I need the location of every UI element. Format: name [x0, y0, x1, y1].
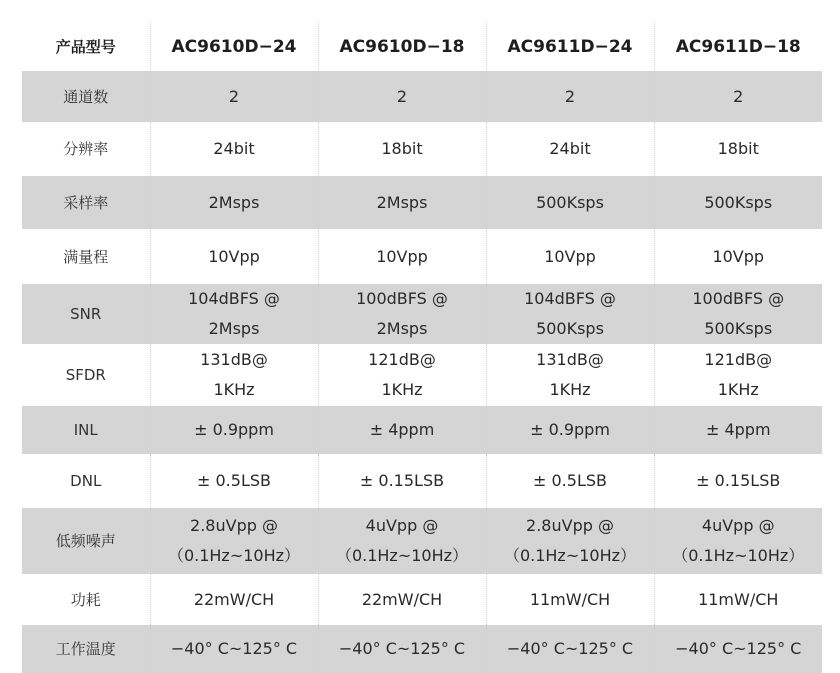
header-row: [22, 22, 822, 71]
table-cell: [486, 71, 654, 122]
table-cell: [486, 284, 654, 344]
cell-line: 2: [228, 86, 240, 106]
cell-line: 500Ksps: [704, 192, 773, 212]
table-row: [22, 625, 822, 673]
cell-line: （0.1Hz~10Hz）: [672, 546, 805, 565]
cell-line: （0.1Hz~10Hz）: [167, 546, 301, 565]
row-label: 低频噪声: [22, 508, 150, 574]
table-cell: [318, 454, 486, 508]
row-label: 采样率: [22, 176, 150, 229]
cell-line: ± 0.5LSB: [197, 471, 271, 490]
table-cell: [318, 344, 486, 406]
row-label: 通道数: [22, 71, 150, 122]
cell-line: 104dBFS @: [524, 289, 616, 308]
model-header: AC9611D−18: [654, 22, 822, 71]
table-cell: [318, 229, 486, 284]
table-cell: [654, 574, 822, 625]
cell-line: 10Vpp: [208, 246, 260, 266]
spec-table: [22, 22, 822, 673]
table-cell: [150, 229, 318, 284]
cell-line: 4uVpp @: [365, 516, 439, 535]
table-cell: [486, 625, 654, 673]
table-cell: [150, 344, 318, 406]
cell-line: 1KHz: [549, 380, 591, 399]
table-cell: [150, 406, 318, 454]
cell-line: 2Msps: [376, 319, 428, 338]
table-row: [22, 406, 822, 454]
cell-line: 24bit: [549, 139, 591, 158]
cell-line: 121dB@: [368, 350, 436, 369]
cell-line: 24bit: [213, 139, 255, 158]
header-label-cell: 产品型号: [55, 37, 116, 56]
cell-line: 18bit: [381, 139, 423, 158]
cell-line: 2: [564, 86, 576, 106]
cell-line: 131dB@: [536, 350, 604, 369]
row-label: SNR: [22, 284, 150, 344]
row-label: 满量程: [63, 247, 109, 266]
cell-line: 100dBFS @: [692, 289, 785, 308]
cell-line: 500Ksps: [536, 319, 604, 338]
table-cell: [318, 406, 486, 454]
table-cell: [318, 625, 486, 673]
cell-line: 2: [733, 86, 744, 106]
table-cell: [318, 284, 486, 344]
table-cell: [654, 176, 822, 229]
cell-line: ± 0.15LSB: [696, 471, 781, 490]
cell-line: 2.8uVpp @: [526, 516, 614, 535]
table-row: [22, 176, 822, 229]
cell-line: 18bit: [717, 139, 759, 158]
cell-line: 2.8uVpp @: [190, 516, 278, 535]
table-cell: [150, 176, 318, 229]
cell-line: 131dB@: [200, 350, 268, 369]
table-cell: [654, 71, 822, 122]
table-cell: [150, 625, 318, 673]
cell-line: 104dBFS @: [188, 289, 280, 308]
row-label: SFDR: [65, 366, 106, 384]
table-row: [22, 454, 822, 508]
cell-line: ± 4ppm: [369, 420, 435, 439]
table-row: [22, 122, 822, 176]
cell-line: 4uVpp @: [701, 516, 775, 535]
model-header: AC9611D−24: [486, 22, 654, 71]
cell-line: 11mW/CH: [529, 589, 611, 609]
table-cell: [486, 406, 654, 454]
cell-line: 2Msps: [208, 319, 260, 338]
table-cell: [654, 344, 822, 406]
table-cell: [486, 176, 654, 229]
cell-line: 121dB@: [704, 350, 773, 369]
table-cell: [150, 574, 318, 625]
row-label: DNL: [70, 472, 102, 490]
row-label: 功耗: [70, 590, 101, 609]
cell-line: 22mW/CH: [193, 589, 275, 609]
cell-line: 10Vpp: [544, 246, 596, 266]
table-row: [22, 508, 822, 574]
cell-line: 22mW/CH: [361, 589, 443, 609]
cell-line: 1KHz: [717, 380, 759, 399]
cell-line: ± 0.5LSB: [533, 471, 607, 490]
row-label: 工作温度: [22, 625, 150, 673]
table-cell: [318, 574, 486, 625]
cell-line: ± 0.9ppm: [530, 420, 610, 439]
table-cell: [150, 71, 318, 122]
cell-line: （0.1Hz~10Hz）: [503, 546, 637, 565]
table-cell: [318, 71, 486, 122]
table-cell: [654, 284, 822, 344]
cell-line: 2: [396, 86, 408, 106]
table-cell: [486, 454, 654, 508]
cell-line: −40° C~125° C: [506, 639, 634, 658]
table-cell: [318, 176, 486, 229]
table-row: [22, 574, 822, 625]
table-row: [22, 229, 822, 284]
table-cell: [150, 454, 318, 508]
model-header: AC9610D−18: [318, 22, 486, 71]
table-cell: [486, 229, 654, 284]
table-cell: [486, 344, 654, 406]
row-label: 分辨率: [63, 140, 109, 158]
cell-line: 11mW/CH: [698, 589, 779, 609]
table-cell: [150, 122, 318, 176]
table-cell: [150, 508, 318, 574]
table-cell: [654, 406, 822, 454]
table-cell: [654, 122, 822, 176]
table-cell: [654, 625, 822, 673]
cell-line: ± 0.15LSB: [359, 471, 445, 490]
table-cell: [486, 574, 654, 625]
cell-line: −40° C~125° C: [338, 639, 466, 658]
cell-line: 1KHz: [381, 380, 423, 399]
cell-line: 2Msps: [376, 192, 428, 212]
table-cell: [654, 229, 822, 284]
table-cell: [486, 508, 654, 574]
cell-line: ± 0.9ppm: [194, 420, 274, 439]
table-cell: [654, 508, 822, 574]
cell-line: ± 4ppm: [705, 420, 771, 439]
model-header: AC9610D−24: [150, 22, 318, 71]
cell-line: 100dBFS @: [356, 289, 448, 308]
table-cell: [318, 508, 486, 574]
cell-line: （0.1Hz~10Hz）: [335, 546, 469, 565]
table-cell: [654, 454, 822, 508]
table-cell: [318, 122, 486, 176]
cell-line: 2Msps: [208, 192, 260, 212]
table-row: [22, 284, 822, 344]
cell-line: 10Vpp: [376, 246, 428, 266]
table-cell: [150, 284, 318, 344]
table-cell: [486, 122, 654, 176]
cell-line: −40° C~125° C: [675, 639, 802, 658]
cell-line: −40° C~125° C: [170, 639, 298, 658]
cell-line: 500Ksps: [536, 192, 604, 212]
cell-line: 10Vpp: [712, 246, 765, 266]
table-row: [22, 344, 822, 406]
row-label: INL: [22, 406, 150, 454]
cell-line: 500Ksps: [704, 319, 773, 338]
cell-line: 1KHz: [213, 380, 255, 399]
table-row: [22, 71, 822, 122]
